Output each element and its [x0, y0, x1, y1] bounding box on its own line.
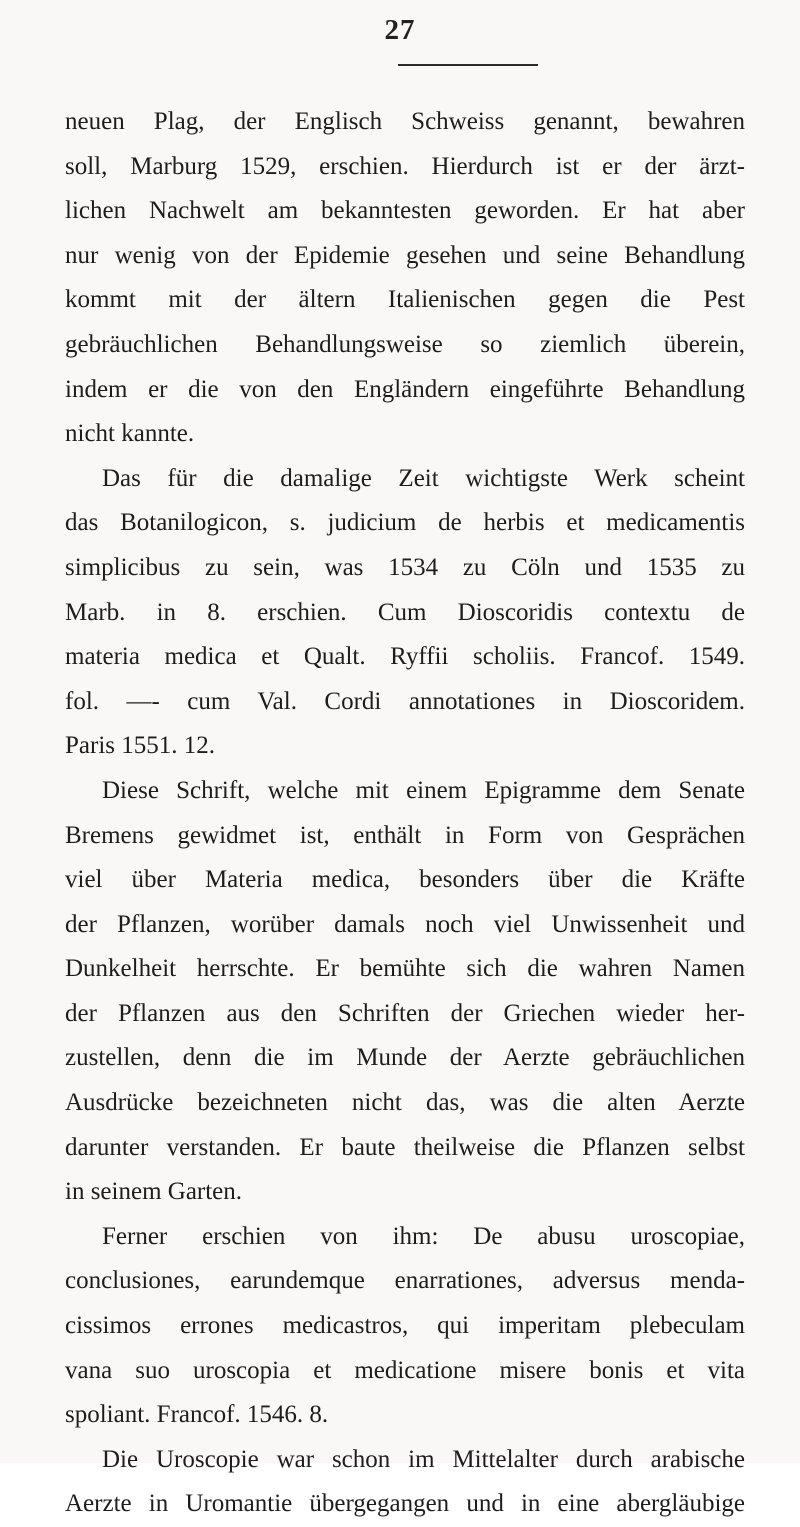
- text-line: Diese Schrift, welche mit einem Epigramme dem Senate: [102, 776, 745, 804]
- text-line: darunter verstanden. Er baute theilweise die Pflanzen selbst: [65, 1133, 745, 1161]
- text-line: nicht kannte.: [65, 420, 195, 448]
- text-line: Aerzte in Uromantie übergegangen und in eine abergläubige: [65, 1490, 745, 1518]
- text-line: der Pflanzen, worüber damals noch viel Unwissenheit und: [65, 910, 745, 938]
- text-line: in seinem Garten.: [65, 1178, 243, 1206]
- text-line: conclusiones, earundemque enarrationes, adversus menda-: [65, 1267, 745, 1295]
- text-line: Die Uroscopie war schon im Mittelalter durch arabische: [102, 1445, 745, 1473]
- text-line: zustellen, denn die im Munde der Aerzte gebräuchlichen: [65, 1044, 745, 1072]
- text-line: materia medica et Qualt. Ryffii scholiis. Francof. 1549.: [65, 643, 745, 671]
- text-line: der Pflanzen aus den Schriften der Griechen wieder her-: [65, 999, 745, 1027]
- text-line: lichen Nachwelt am bekanntesten geworden. Er hat aber: [65, 197, 745, 225]
- text-line: cissimos errones medicastros, qui imperitam plebeculam: [65, 1312, 745, 1340]
- text-line: das Botanilogicon, s. judicium de herbis et medicamentis: [65, 509, 745, 537]
- text-line: viel über Materia medica, besonders über die Kräfte: [65, 866, 745, 894]
- text-line: Marb. in 8. erschien. Cum Dioscoridis contextu de: [65, 598, 745, 626]
- text-line: simplicibus zu sein, was 1534 zu Cöln und 1535 zu: [65, 553, 745, 581]
- text-line: Paris 1551. 12.: [65, 732, 215, 760]
- text-line: kommt mit der ältern Italienischen gegen die Pest: [65, 286, 745, 314]
- header-rule: [398, 64, 538, 66]
- page-number: 27: [384, 14, 416, 46]
- text-line: gebräuchlichen Behandlungsweise so ziemlich überein,: [65, 330, 745, 358]
- text-line: Bremens gewidmet ist, enthält in Form von Gesprächen: [65, 821, 745, 849]
- text-line: vana suo uroscopia et medicatione misere bonis et vita: [65, 1356, 745, 1384]
- text-line: Dunkelheit herrschte. Er bemühte sich die wahren Namen: [65, 955, 745, 983]
- text-line: Ausdrücke bezeichneten nicht das, was die alten Aerzte: [65, 1089, 745, 1117]
- text-line: neuen Plag, der Englisch Schweiss genannt, bewahren: [65, 108, 745, 135]
- text-line: indem er die von den Engländern eingeführte Behandlung: [65, 375, 745, 403]
- text-line: fol. —- cum Val. Cordi annotationes in Dioscoridem.: [65, 687, 745, 715]
- text-line: Das für die damalige Zeit wichtigste Werk scheint: [102, 464, 745, 492]
- text-line: Ferner erschien von ihm: De abusu uroscopiae,: [102, 1222, 745, 1250]
- text-line: soll, Marburg 1529, erschien. Hierdurch ist er der ärzt-: [65, 152, 745, 180]
- text-line: spoliant. Francof. 1546. 8.: [65, 1401, 329, 1429]
- text-line: nur wenig von der Epidemie gesehen und seine Behandlung: [65, 241, 745, 269]
- body-text: [65, 100, 745, 1527]
